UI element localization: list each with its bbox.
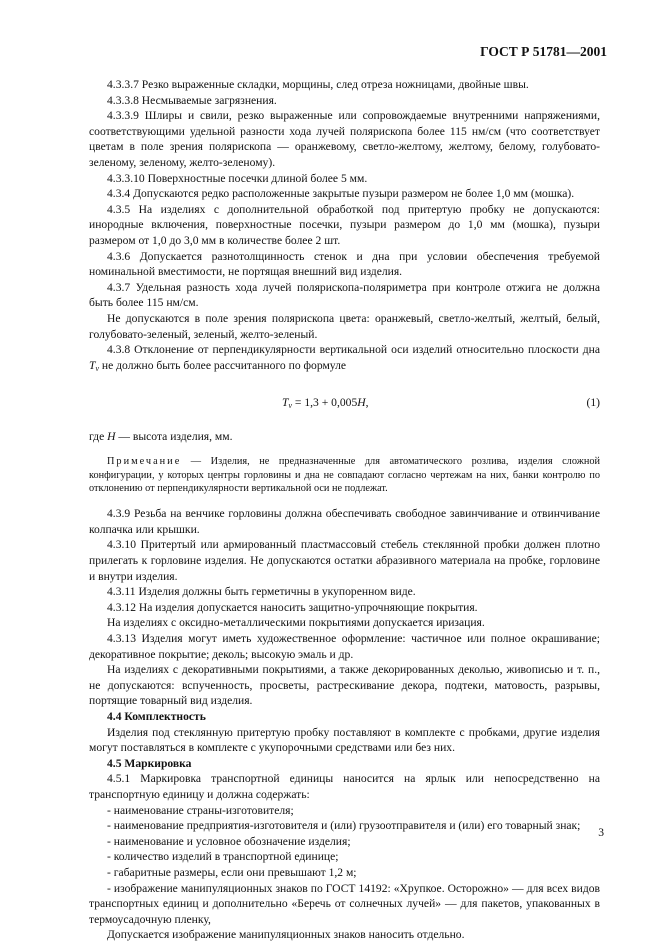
paragraph-4-3-10: 4.3.10 Притертый или армированный пластмассовый стебель стеклянной пробки должен плотно прилегать к горловине изделия. Не допускаются остатки абразивного материала на пробке, горловине и внутри изделия. [89,538,600,583]
section-heading-marking: 4.5 Маркировка [107,756,192,770]
note [89,455,600,496]
formula-number: (1) [586,396,600,410]
page-number: 3 [598,826,604,839]
paragraph-4-3-13: 4.3.13 Изделия могут иметь художественное оформление: частичное или полное окрашивание; декоративное покрытие; деколь; высокую эмаль и др. [89,632,600,661]
paragraph-4-3-8-tail: не должно быть более рассчитанного по формуле [99,358,347,372]
paragraph-4-3-4: 4.3.4 Допускаются редко расположенные закрытые пузыри размером не более 1,0 мм (мошка). [107,187,575,201]
paragraph-4-3-8 [89,342,600,376]
list-item: - наименование предприятия-изготовителя и (или) грузоотправителя и (или) его товарный знак; [107,819,581,833]
formula-rhs: = 1,3 + 0,005 [292,396,358,410]
paragraph-4-3-12-iridescence: На изделиях с оксидно-металлическими покрытиями допускается иризация. [107,616,485,630]
paragraph-4-3-3-7: 4.3.3.7 Резко выраженные складки, морщины, след отреза ножницами, двойные швы. [107,78,529,91]
list-item: - габаритные размеры, если они превышают 1,2 м; [107,865,357,879]
symbol-t-subscript: v [95,363,100,373]
formula-legend-h: H [107,430,116,444]
page-body [89,77,600,943]
paragraph-4-3-12: 4.3.12 На изделия допускается наносить защитно-упрочняющие покрытия. [107,600,478,614]
paragraph-4-3-3-9: 4.3.3.9 Шлиры и свили, резко выраженные или сопровождаемые внутренними напряжениями, соответствующими удельной разности хода лучей полярископа более 115 нм/см (что соответствует цветам в поле зрения полярископа — оранжевому, светло-желтому, желтому, белому, голубовато-зеленому, зеленому, желто-зеленому). [89,109,600,169]
formula-end: , [365,396,369,410]
list-item: - наименование страны-изготовителя; [107,803,294,817]
formula-expression [282,395,369,414]
note-text: — Изделия, не предназначенные для автоматического розлива, изделия сложной конфигурации, у которых центры горловины и дна не совпадают согласно чертежам на них, банки контролю по отклонению от перпендикулярности вертикальной оси не подлежат. [89,455,600,495]
paragraph-4-3-3-8: 4.3.3.8 Несмываемые загрязнения. [107,93,277,107]
section-heading-completeness: 4.4 Комплектность [107,709,206,723]
paragraph-4-3-6: 4.3.6 Допускается разнотолщинность стенок и дна при условии обеспечения требуемой номинальной вместимости, не портящая внешний вид изделия. [89,249,600,279]
formula-lhs: T [282,396,289,410]
list-item: - количество изделий в транспортной единице; [107,850,339,864]
paragraph-4-3-3-10: 4.3.3.10 Поверхностные посечки длиной более 5 мм. [107,171,368,185]
formula-legend-text: — высота изделия, мм. [115,430,233,444]
paragraph-4-3-8-text: 4.3.8 Отклонение от перпендикулярности вертикальной оси изделий относительно плоскости дна [107,343,600,357]
formula-variable-h: H [357,396,366,410]
symbol-t: T [89,358,96,372]
paragraph-4-3-11: 4.3.11 Изделия должны быть герметичны в укупоренном виде. [107,585,416,599]
paragraph-4-3-7-colors: Не допускаются в поле зрения полярископа цвета: оранжевый, светло-желтый, желтый, белый, голубовато-зеленый, зеленый, желто-зеленый. [89,311,600,341]
formula-legend [89,429,600,445]
formula-1 [89,395,600,411]
paragraph-4-3-7: 4.3.7 Удельная разность хода лучей полярископа-поляриметра при контроле отжига не должна быть более 115 нм/см. [89,280,600,310]
paragraph-4-4: Изделия под стеклянную притертую пробку поставляют в комплекте с пробками, другие изделия могут поставляться в комплекте с укупорочными средствами или без них. [89,725,600,755]
standard-number: ГОСТ Р 51781—2001 [480,44,607,59]
paragraph-4-3-13-defects: На изделиях с декоративными покрытиями, а также декорированных деколью, живописью и т. п., не допускаются: вспученность, просветы, растрескивание декора, подтеки, матовость, разрывы, портящие товарный вид изделия. [89,663,600,708]
paragraph-4-5-1: 4.5.1 Маркировка транспортной единицы наносится на ярлык или непосредственно на транспортную единицу и должна содержать: [89,772,600,801]
formula-legend-where: где [89,430,108,444]
paragraph-4-3-9: 4.3.9 Резьба на венчике горловины должна обеспечивать свободное завинчивание и отвинчивание колпачка или крышки. [89,507,600,536]
note-label: Примечание [107,455,182,467]
list-item: - изображение манипуляционных знаков по ГОСТ 14192: «Хрупкое. Осторожно» — для всех видов транспортных единиц и дополнительно «Беречь от солнечных лучей» — для пакетов, упакованных в термоусадочную пленку, [89,881,600,926]
paragraph-4-3-5: 4.3.5 На изделиях с дополнительной обработкой под притертую пробку не допускаются: инородные включения, поверхностные посечки, пузыри размером до 1,0 мм (мошка), пузыри размером от 1,0 до 3,0 мм в количестве более 2 шт. [89,202,600,247]
formula-lhs-subscript: v [288,401,293,411]
list-item: - наименование и условное обозначение изделия; [107,834,351,848]
paragraph-final: Допускается изображение манипуляционных знаков наносить отдельно. [107,928,465,942]
